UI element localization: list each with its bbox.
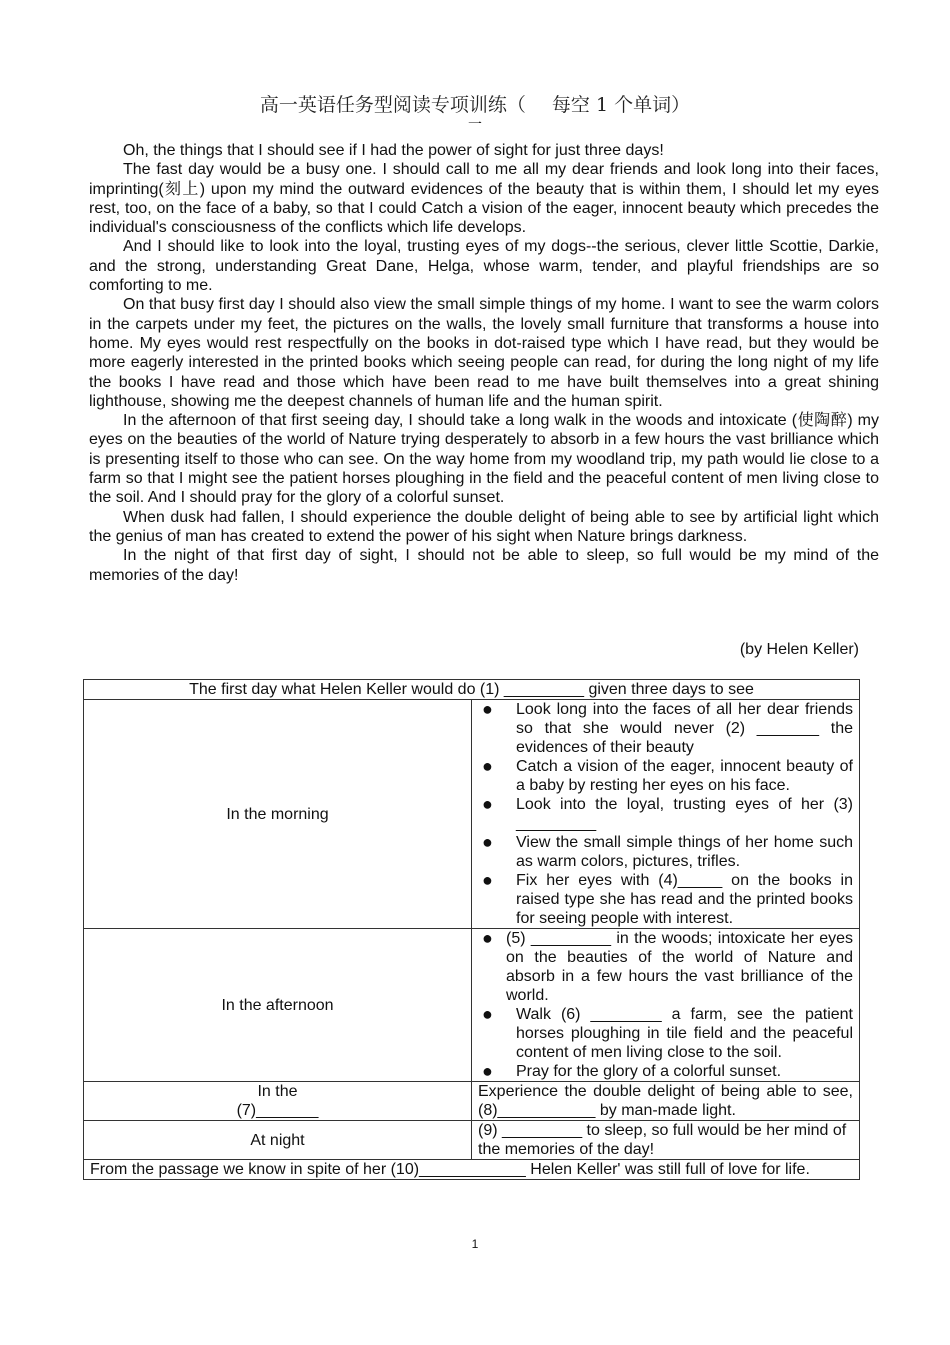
section-number: 一 (468, 117, 482, 133)
bullet-icon: ● (482, 756, 493, 776)
bullet-icon: ● (482, 832, 493, 852)
page-number: 1 (471, 1237, 479, 1251)
row-label-line: In the (257, 1083, 298, 1100)
list-item (478, 757, 853, 795)
passage-paragraph: In the afternoon of that first seeing day, I should take a long walk in the woods and intoxicate (使陶醉) my eyes on the beauties of the world of Nature trying desperately to absorb in a few hours the vast brilliance which is presenting itself to those who can see. On the way home from my woodland trip, my path would lie close to a farm so that I might see the patient horses ploughing in the field and the peaceful content of men living close to the soil. And I should pray for the glory of a colorful sunset. (89, 412, 879, 507)
page-title (0, 90, 950, 117)
list-item-text: Walk (6) ________ a farm, see the patient horses ploughing in tile field and the peaceful content of men living close to the soil. (516, 1006, 853, 1061)
list-item-text: Pray for the glory of a colorful sunset. (516, 1063, 782, 1080)
list-item (478, 700, 853, 757)
passage-paragraph: In the night of that first day of sight, I should not be able to sleep, so full would be my mind of the memories of the day! (89, 547, 879, 584)
evening-content: Experience the double delight of being able to see, (8)___________ by man-made light. (472, 1082, 860, 1121)
table-header-row (84, 680, 860, 700)
bullet-icon: ● (482, 1004, 493, 1024)
table-row-afternoon (84, 929, 860, 1082)
list-item-text: (5) _________ in the woods; intoxicate her eyes on the beauties of the world of Nature and absorb in a few hours the vast brilliance of the world. (506, 930, 853, 1004)
bullet-icon: ● (482, 928, 493, 948)
title-right: 每空 1 个单词） (551, 94, 691, 116)
list-item-text: View the small simple things of her home such as warm colors, pictures, trifles. (516, 834, 853, 870)
passage-paragraph: And I should like to look into the loyal, trusting eyes of my dogs--the serious, clever little Scottie, Darkie, and the strong, understanding Great Dane, Helga, whose warm, tender, and playful friendships are so comforting to me. (89, 238, 879, 295)
row-label-morning: In the morning (84, 700, 472, 929)
summary-table (83, 679, 860, 1180)
reading-passage (89, 141, 879, 585)
row-label-evening (84, 1082, 472, 1121)
list-item (478, 833, 853, 871)
list-item (478, 929, 853, 1005)
night-content: (9) _________ to sleep, so full would be her mind of the memories of the day! (472, 1121, 860, 1160)
list-item (478, 1062, 853, 1081)
row-label-blank: (7)_______ (236, 1102, 319, 1119)
bullet-icon: ● (482, 794, 493, 814)
passage-paragraph: When dusk had fallen, I should experience the double delight of being able to see by artificial light which the genius of man has created to extend the power of his sight when Nature brings darkness. (89, 508, 879, 545)
bullet-icon: ● (482, 699, 493, 719)
row-label-afternoon: In the afternoon (84, 929, 472, 1082)
list-item (478, 1005, 853, 1062)
table-row-evening (84, 1082, 860, 1121)
table-header: The first day what Helen Keller would do (1) _________ given three days to see (84, 680, 860, 700)
bullet-icon: ● (482, 1061, 493, 1081)
afternoon-content (472, 929, 860, 1082)
bullet-icon: ● (482, 870, 493, 890)
list-item (478, 795, 853, 833)
conclusion-text: From the passage we know in spite of her (10)____________ Helen Keller' was still full of love for life. (84, 1160, 860, 1180)
author-byline: (by Helen Keller) (739, 641, 859, 658)
row-label-night: At night (84, 1121, 472, 1160)
list-item (478, 871, 853, 928)
morning-content (472, 700, 860, 929)
list-item-text: Look into the loyal, trusting eyes of her (3) _________ (516, 796, 853, 832)
passage-paragraph: On that busy first day I should also view the small simple things of my home. I want to see the warm colors in the carpets under my feet, the pictures on the walls, the lovely small furniture that transforms a house into home. My eyes would rest respectfully on the books in dot-raised type which I have read, but they would be more eagerly interested in the printed books which seeing people can read, for during the long night of my life the books I have read and those which have been read to me have built themselves into a great shining lighthouse, showing me the deepest channels of human life and the human spirit. (89, 296, 879, 410)
table-row-morning (84, 700, 860, 929)
table-row-night (84, 1121, 860, 1160)
list-item-text: Catch a vision of the eager, innocent beauty of a baby by resting her eyes on his face. (516, 758, 853, 794)
list-item-text: Look long into the faces of all her dear friends so that she would never (2) _______ the evidences of their beauty (516, 701, 853, 756)
passage-paragraph: Oh, the things that I should see if I had the power of sight for just three days! (123, 142, 664, 159)
table-row-conclusion (84, 1160, 860, 1180)
title-left: 高一英语任务型阅读专项训练（ (259, 94, 526, 116)
passage-paragraph: The fast day would be a busy one. I should call to me all my dear friends and look long into their faces, imprinting(刻上) upon my mind the outward evidences of the beauty that is within them, I should let my eyes rest, too, on the face of a baby, so that I could Catch a vision of the eager, innocent beauty which precedes the individual's consciousness of the conflicts which life develops. (89, 161, 879, 237)
list-item-text: Fix her eyes with (4)_____ on the books in raised type she has read and the printed books for seeing people with interest. (516, 872, 853, 927)
